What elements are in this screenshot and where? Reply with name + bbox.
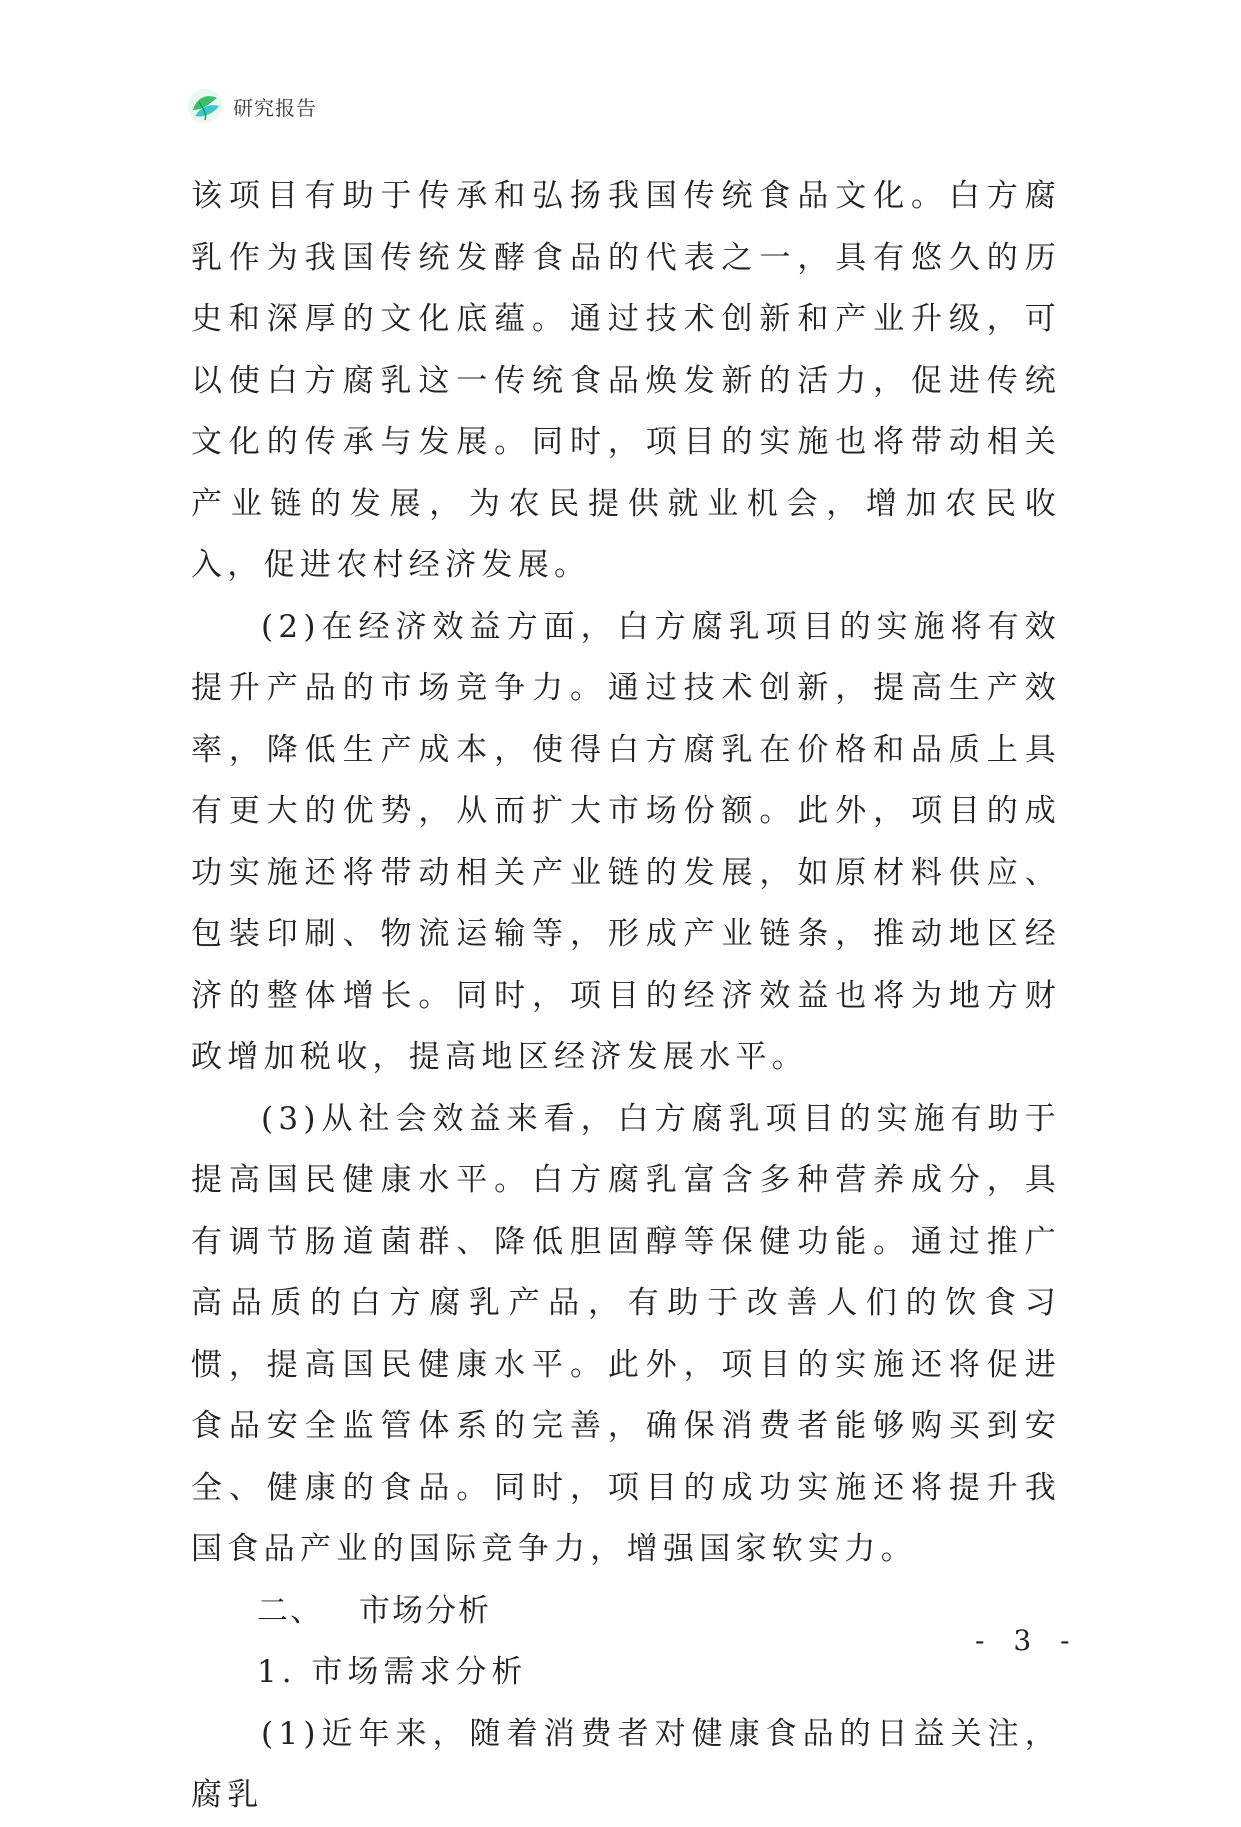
section-number: 二、 bbox=[257, 1592, 323, 1629]
paragraph-market-demand: (1)近年来，随着消费者对健康食品的日益关注，腐乳 bbox=[191, 1715, 1061, 1813]
paragraph-social-benefit: (3)从社会效益来看，白方腐乳项目的实施有助于提高国民健康水平。白方腐乳富含多种营养成分，具有调节肠道菌群、降低胆固醇等保健功能。通过推广高品质的白方腐乳产品，有助于改善人们的饮食习惯，提高国民健康水平。此外，项目的实施还将促进食品安全监管体系的完善，确保消费者能够购买到安全、健康的食品。同时，项目的成功实施还将提升我国食品产业的国际竞争力，增强国家软实力。 bbox=[191, 1100, 1061, 1567]
paragraph-cultural-benefit: 该项目有助于传承和弘扬我国传统食品文化。白方腐乳作为我国传统发酵食品的代表之一，具有悠久的历史和深厚的文化底蕴。通过技术创新和产业升级，可以使白方腐乳这一传统食品焕发新的活力，促进传统文化的传承与发展。同时，项目的实施也将带动相关产业链的发展，为农民提供就业机会，增加农民收入，促进农村经济发展。 bbox=[191, 178, 1061, 583]
section-heading bbox=[191, 1581, 1061, 1643]
page-header bbox=[187, 88, 317, 124]
section-title: 市场分析 bbox=[359, 1592, 491, 1629]
report-header-title: 研究报告 bbox=[233, 95, 317, 120]
paragraph-economic-benefit: (2)在经济效益方面，白方腐乳项目的实施将有效提升产品的市场竞争力。通过技术创新，提高生产效率，降低生产成本，使得白方腐乳在价格和品质上具有更大的优势，从而扩大市场份额。此外，项目的成功实施还将带动相关产业链的发展，如原材料供应、包装印刷、物流运输等，形成产业链条，推动地区经济的整体增长。同时，项目的经济效益也将为地方财政增加税收，提高地区经济发展水平。 bbox=[191, 608, 1061, 1075]
leaf-logo-icon bbox=[187, 88, 223, 124]
document-body bbox=[191, 166, 1061, 1827]
subsection-heading: 1. 市场需求分析 bbox=[257, 1654, 528, 1690]
page-number: - 3 - bbox=[975, 1624, 1080, 1657]
